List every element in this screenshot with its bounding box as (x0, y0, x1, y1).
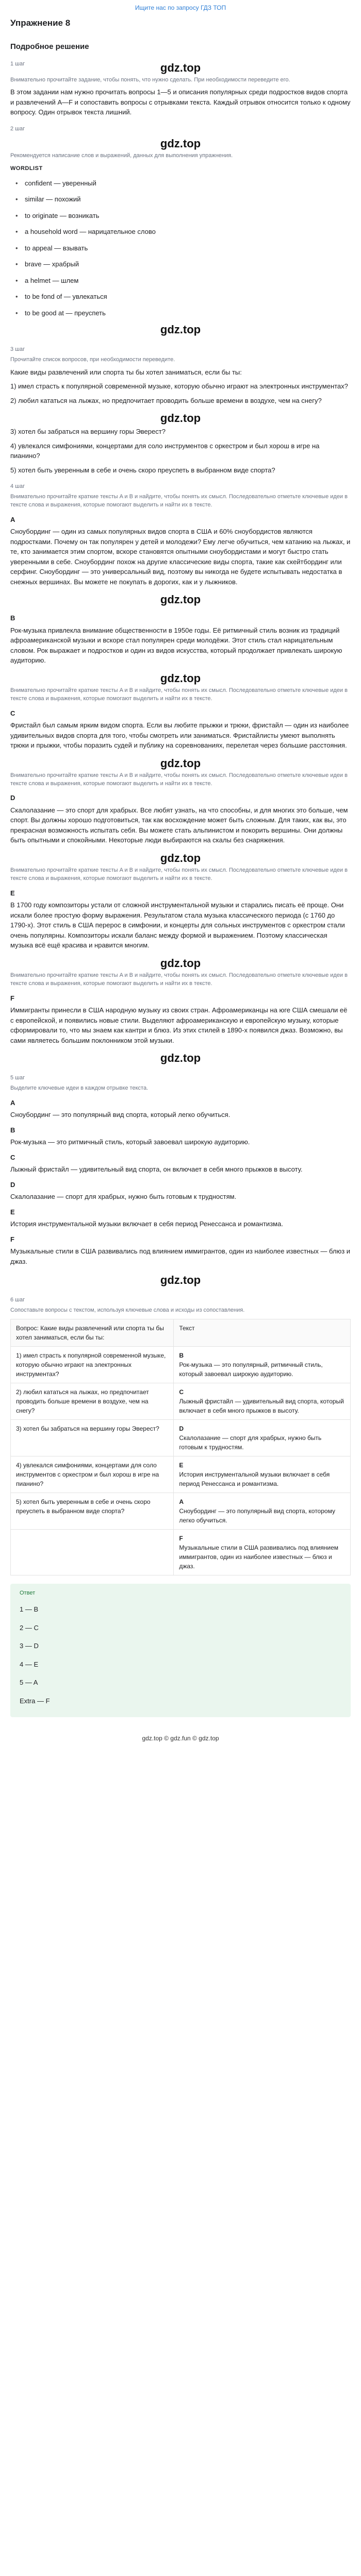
row-letter: A (179, 1498, 184, 1505)
key-idea-letter: F (10, 1235, 14, 1243)
footer: gdz.top © gdz.fun © gdz.top (142, 1735, 219, 1742)
wordlist-item: • similar — похожий (15, 195, 81, 204)
step-5 (10, 1074, 351, 1289)
text-letter-b: B (10, 614, 15, 622)
watermark: gdz.top (160, 851, 201, 865)
text-letter-c: C (10, 709, 15, 717)
key-idea-letter: E (10, 1208, 15, 1216)
text-e: В 1700 году композиторы устали от сложной инструментальной музыки и старались писать её проще. Они искали более простую форму выражения. Результатом стала музыка классического периода (с 1760 до 1790-х). Этот стиль в США перерос в симфонии, и концерты для сольных инструментов с оркестром стали очень популярны. Композиторы искали баланс между формой и выражением. Поэтому классическая музыка всё ещё красива и нравится многим. (10, 901, 345, 950)
step-instruction: Внимательно прочитайте краткие тексты A и В и найдите, чтобы понять их смысл. Последовательно отметьте ключевые идеи в тексте слова и выражения, которые помогают выделить и найти их в тексте. (10, 493, 348, 508)
row-letter: E (179, 1461, 184, 1469)
top-bar (10, 0, 351, 15)
wordlist-item: • a household word — нарицательное слово (15, 228, 156, 236)
table-cell-question (11, 1529, 174, 1575)
wordlist-item: • to appeal — взывать (15, 244, 88, 252)
key-idea: Скалолазание — спорт для храбрых, нужно быть готовым к трудностям. (10, 1193, 237, 1201)
table-cell-text (174, 1529, 351, 1575)
row-letter: B (179, 1351, 184, 1359)
step-instruction: Внимательно прочитайте краткие тексты A и В и найдите, чтобы понять их смысл. Последовательно отметьте ключевые идеи в тексте слова и выражения, которые помогают выделить и найти их в тексте. (10, 687, 348, 702)
step-6 (10, 1296, 351, 1575)
row-letter: F (179, 1534, 183, 1542)
watermark: gdz.top (160, 956, 201, 970)
row-text: Музыкальные стили в США развивались под влиянием иммигрантов, один из наиболее известных — блюз и джаз. (179, 1544, 339, 1570)
step-2 (10, 125, 351, 338)
wordlist-item: • confident — уверенный (15, 179, 96, 187)
table-cell-question: 3) хотел бы забраться на вершину горы Эверест? (11, 1419, 174, 1456)
row-text: Скалолазание — спорт для храбрых, нужно быть готовым к трудностям. (179, 1434, 322, 1451)
text-letter-a: A (10, 515, 15, 523)
text-letter-d: D (10, 794, 15, 802)
watermark: gdz.top (160, 412, 201, 425)
table-row (11, 1493, 351, 1529)
key-idea: Лыжный фристайл — удивительный вид спорта, он включает в себя много прыжков в высоту. (10, 1165, 303, 1174)
wordlist-title: WORDLIST (10, 165, 43, 172)
answer-line: 5 — A (20, 1679, 38, 1687)
question-item: 5) хотел быть уверенным в себе и очень скоро преуспеть в выбранном виде спорта? (10, 466, 275, 474)
table-cell-question: 2) любил кататься на лыжах, но предпочитает проводить больше времени в воздухе, чем на снегу? (11, 1383, 174, 1419)
answers-box (10, 1584, 351, 1718)
step-label: 1 шаг (10, 61, 25, 67)
text-b: Рок-музыка привлекла внимание общественности в 1950е годы. Её ритмичный стиль возник из традиций афроамериканской музыки и вскоре стал популярен среди молодёжи. Этот стиль стал нарицательным словом. Рок выражает и подростков и один из видов искусства, который продолжает привлекать широкую аудиторию. (10, 626, 342, 665)
text-d: Скалолазание — это спорт для храбрых. Все любят узнать, на что способны, и для многих это больше, чем спорт. Вы должны хорошо подготовиться, так как восхождение может быть сложным. Для таких, как вы, это прекрасная возможность испытать себя. Вы можете стать альпинистом и покорить вершины. Они должны быть опытными и спокойными. Некоторые люди выбираются на скалы без снаряжения. (10, 806, 348, 844)
wordlist-item: • to be fond of — увлекаться (15, 293, 107, 301)
wordlist-item: • brave — храбрый (15, 260, 79, 268)
answer-line: 4 — E (20, 1660, 39, 1668)
table-row (11, 1383, 351, 1419)
table-cell-text (174, 1456, 351, 1493)
table-cell-question: 4) увлекался симфониями, концертами для соло инструментов с оркестром и был хорош в игре на пианино? (11, 1456, 174, 1493)
questions-intro: Какие виды развлечений или спорта ты бы хотел заниматься, если бы ты: (10, 368, 242, 376)
step-instruction: Внимательно прочитайте краткие тексты A и В и найдите, чтобы понять их смысл. Последовательно отметьте ключевые идеи в тексте слова и выражения, которые помогают выделить и найти их в тексте. (10, 867, 348, 882)
search-hint-link[interactable]: Ищите нас по запросу ГДЗ ТОП (135, 4, 226, 11)
text-letter-e: E (10, 889, 15, 897)
row-text: Сноубординг — это популярный вид спорта, которому легко обучиться. (179, 1507, 335, 1524)
table-cell-question: 1) имел страсть к популярной современной музыке, которую обычно играют на электронных инструментах? (11, 1346, 174, 1383)
step-instruction: Внимательно прочитайте краткие тексты A и В и найдите, чтобы понять их смысл. Последовательно отметьте ключевые идеи в тексте слова и выражения, которые помогают выделить и найти их в тексте. (10, 972, 348, 987)
key-idea: Сноубординг — это популярный вид спорта, который легко обучиться. (10, 1111, 231, 1119)
row-letter: D (179, 1425, 184, 1432)
question-item: 4) увлекался симфониями, концертами для соло инструментов с оркестром и был хорош в игре на пианино? (10, 442, 320, 460)
answer-line: 2 — C (20, 1623, 39, 1632)
answers-head: Ответ (20, 1589, 36, 1596)
step-instruction: Выделите ключевые идеи в каждом отрывке текста. (10, 1084, 149, 1091)
watermark: gdz.top (160, 137, 201, 150)
step-instruction: Прочитайте список вопросов, при необходимости переведите. (10, 356, 175, 363)
table-cell-text (174, 1493, 351, 1529)
wordlist (15, 175, 351, 321)
key-idea-letter: B (10, 1126, 15, 1134)
table-row (11, 1419, 351, 1456)
step-instruction: Внимательно прочитайте задание, чтобы понять, что нужно сделать. При необходимости переведите его. (10, 76, 290, 83)
key-idea: История инструментальной музыки включает в себя период Ренессанса и романтизма. (10, 1220, 283, 1228)
watermark: gdz.top (160, 323, 201, 336)
watermark: gdz.top (160, 756, 201, 770)
table-cell-question: 5) хотел быть уверенным в себе и очень скоро преуспеть в выбранном виде спорта? (11, 1493, 174, 1529)
table-cell-text (174, 1346, 351, 1383)
step-label: 4 шаг (10, 483, 25, 490)
text-c: Фристайл был самым ярким видом спорта. Если вы любите прыжки и трюки, фристайл — один из наиболее удивительных видов спорта для того, чтобы смотреть или заниматься. Фристайлисты умеют выполнять трюки и прыжки, чтобы поразить судей и публику на соревнованиях, перелетая через большие расстояния. (10, 721, 349, 750)
column-header: Вопрос: Какие виды развлечений или спорта ты бы хотел заниматься, если бы ты: (11, 1319, 174, 1346)
step-label: 6 шаг (10, 1297, 25, 1303)
key-idea: Рок-музыка — это ритмичный стиль, который завоевал широкую аудиторию. (10, 1138, 250, 1146)
page-title: Упражнение 8 (10, 18, 71, 28)
step-3 (10, 345, 351, 475)
table-header-row (11, 1319, 351, 1346)
step-label: 3 шаг (10, 346, 25, 353)
answer-line: Extra — F (20, 1697, 50, 1705)
watermark: gdz.top (160, 61, 201, 74)
step-label: 2 шаг (10, 125, 25, 132)
step-instruction: Сопоставьте вопросы с текстом, используя ключевые слова и исходы из сопоставления. (10, 1307, 245, 1313)
column-header: Текст (174, 1319, 351, 1346)
step-4 (10, 482, 351, 1066)
question-item: 2) любил кататься на лыжах, но предпочитает проводить больше времени в воздухе, чем на снегу? (10, 396, 322, 404)
watermark: gdz.top (160, 593, 201, 606)
wordlist-item: • to be good at — преуспеть (15, 309, 106, 317)
row-letter: C (179, 1388, 184, 1396)
step-text: В этом задании нам нужно прочитать вопросы 1—5 и описания популярных среди подростков видов спорта и развлечений A—F и сопоставить вопросы с отрывками текста. Каждый отрывок относится только к одному вопросу. Один отрывок текста лишний. (10, 88, 351, 116)
key-idea: Музыкальные стили в США развивались под влиянием иммигрантов, один из наиболее известных — блюз и джаз. (10, 1247, 351, 1265)
solution-subtitle: Подробное решение (10, 42, 89, 51)
key-idea-letter: A (10, 1098, 15, 1107)
table-cell-text (174, 1383, 351, 1419)
watermark: gdz.top (160, 1052, 201, 1065)
row-text: История инструментальной музыки включает в себя период Ренессанса и романтизма. (179, 1470, 330, 1487)
text-f: Иммигранты принесли в США народную музыку из своих стран. Афроамериканцы на юге США смешали её с европейской, и появились новые стили. Выделяют афроамериканскую и европейскую музыку, которые сформировали то, что мы знаем как кантри и блюз. Из этих стилей в 1890-х появился джаз. Возможно, вы сами являетесь большим поклонником этой музыки. (10, 1006, 348, 1044)
answer-line: 3 — D (20, 1642, 39, 1650)
watermark: gdz.top (160, 1274, 201, 1287)
wordlist-item: • to originate — возникать (15, 211, 100, 219)
text-a: Сноубординг — один из самых популярных видов спорта в США и 60% сноубордистов являются подростками. Почему он так популярен у детей и молодежи? Ему легче обучиться, чем катанию на лыжах, и те, кто занимается этим спортом, вскоре становятся опытными сноубордистами и могут быстро стать уверенными в себе. Сноубординг похож на другие классические виды спорта, такие как скейтбординг или серфинг. Сноубординг — это универсальный вид, поэтому вы никогда не будете испытывать недостатка в снежных вершинах. Вы можете не покупать в дорогих, как и у лыжников. (10, 528, 351, 586)
question-item: 1) имел страсть к популярной современной музыке, которую обычно играют на электронных инструментах? (10, 382, 348, 391)
watermark: gdz.top (160, 671, 201, 685)
table-row (11, 1346, 351, 1383)
answer-line: 1 — B (20, 1605, 39, 1614)
row-text: Лыжный фристайл — удивительный вид спорта, который включает в себя много прыжков в высоту. (179, 1397, 344, 1414)
row-text: Рок-музыка — это популярный, ритмичный стиль, который завоевал широкую аудиторию. (179, 1361, 323, 1378)
wordlist-item: • a helmet — шлем (15, 276, 79, 284)
key-idea-letter: D (10, 1180, 15, 1189)
matching-table (10, 1319, 351, 1575)
text-letter-f: F (10, 994, 14, 1002)
step-1 (10, 60, 351, 117)
step-instruction: Внимательно прочитайте краткие тексты A и В и найдите, чтобы понять их смысл. Последовательно отметьте ключевые идеи в тексте слова и выражения, которые помогают выделить и найти их в тексте. (10, 772, 348, 787)
question-item: 3) хотел бы забраться на вершину горы Эверест? (10, 428, 166, 436)
table-row (11, 1456, 351, 1493)
step-label: 5 шаг (10, 1075, 25, 1081)
key-idea-letter: C (10, 1153, 15, 1161)
table-row (11, 1529, 351, 1575)
step-instruction: Рекомендуется написание слов и выражений, данных для выполнения упражнения. (10, 152, 233, 159)
table-cell-text (174, 1419, 351, 1456)
